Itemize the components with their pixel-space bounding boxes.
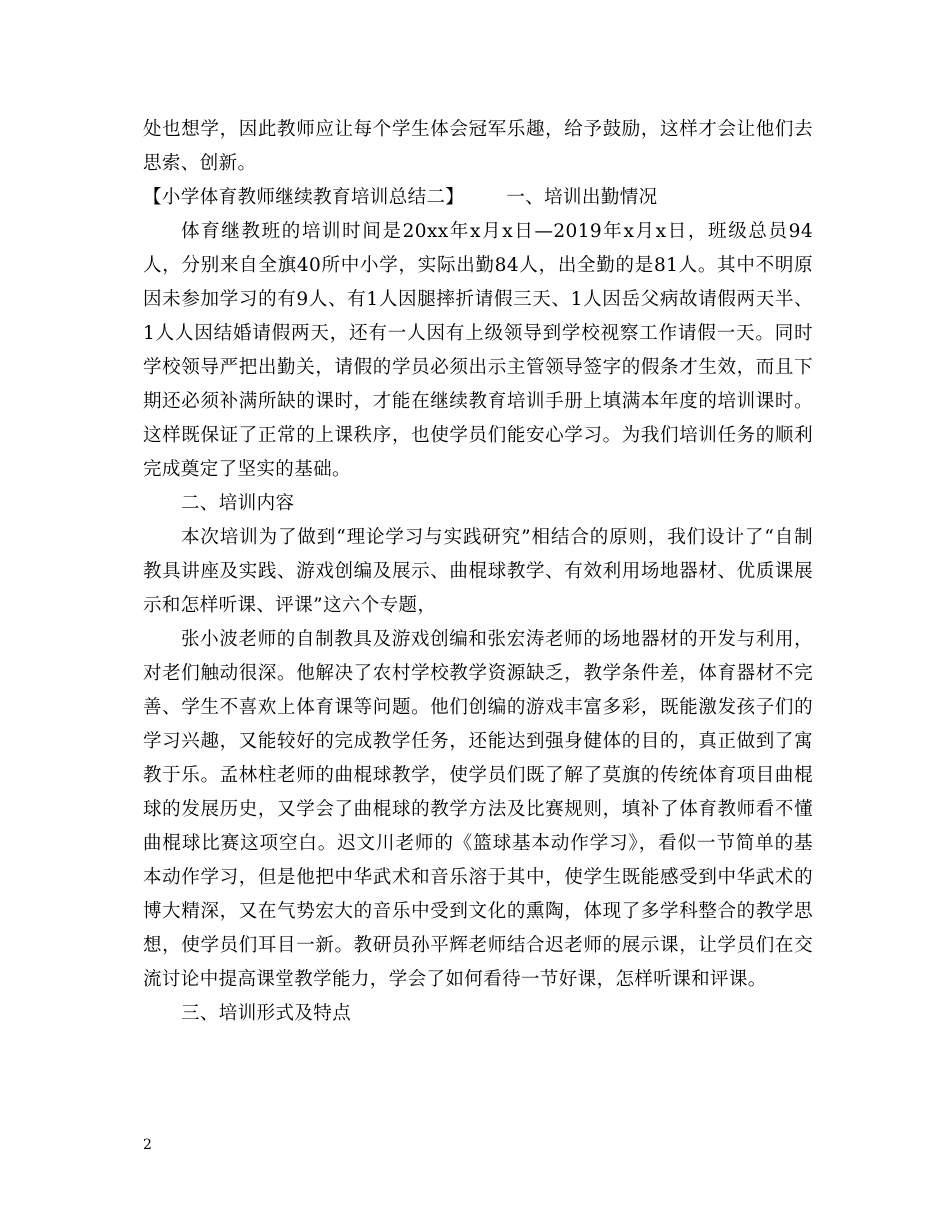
content-paragraph: 本次培训为了做到“理论学习与实践研究”相结合的原则，我们设计了“自制教具讲座及实践、游戏创编及展示、曲棍球教学、有效利用场地器材、优质课展示和怎样听课、评课”这六个专题， xyxy=(143,527,813,616)
document-body xyxy=(143,113,813,1031)
attendance-paragraph: 体育继教班的培训时间是20xx年x月x日—2019年x月x日，班级总员94人，分别来自全旗40所中小学，实际出勤84人，出全勤的是81人。其中不明原因未参加学习的有9人、有1人因腿摔折请假三天、1人因岳父病故请假两天半、1人人因结婚请假两天，还有一人因有上级领导到学校视察工作请假一天。同时学校领导严把出勤关，请假的学员必须出示主管领导签字的假条才生效，而且下期还必须补满所缺的课时，才能在继续教育培训手册上填满本年度的培训课时。这样既保证了正常的上课秩序，也使学员们能安心学习。为我们培训任务的顺利完成奠定了坚实的基础。 xyxy=(143,221,813,480)
page-number: 2 xyxy=(143,1137,152,1153)
intro-paragraph: 处也想学，因此教师应让每个学生体会冠军乐趣，给予鼓励，这样才会让他们去思索、创新。 xyxy=(143,119,813,174)
heading-training-form: 三、培训形式及特点 xyxy=(181,1003,352,1024)
section-title: 【小学体育教师继续教育培训总结二】 xyxy=(143,187,465,208)
section-heading xyxy=(143,181,813,215)
heading-training-content: 二、培训内容 xyxy=(181,493,295,514)
teachers-paragraph: 张小波老师的自制教具及游戏创编和张宏涛老师的场地器材的开发与利用，对老们触动很深。他解决了农村学校教学资源缺乏，教学条件差，体育器材不完善、学生不喜欢上体育课等问题。他们创编的游戏丰富多彩，既能激发孩子们的学习兴趣，又能较好的完成教学任务，还能达到强身健体的目的，真正做到了寓教于乐。孟林柱老师的曲棍球教学，使学员们既了解了莫旗的传统体育项目曲棍球的发展历史，又学会了曲棍球的教学方法及比赛规则，填补了体育教师看不懂曲棍球比赛这项空白。迟文川老师的《篮球基本动作学习》，看似一节简单的基本动作学习，但是他把中华武术和音乐溶于其中，使学生既能感受到中华武术的博大精深，又在气势宏大的音乐中受到文化的熏陶，体现了多学科整合的教学思想，使学员们耳目一新。教研员孙平辉老师结合迟老师的展示课，让学员们在交流讨论中提高课堂教学能力，学会了如何看待一节好课，怎样听课和评课。 xyxy=(143,629,813,990)
section-subtitle: 一、培训出勤情况 xyxy=(506,187,658,208)
